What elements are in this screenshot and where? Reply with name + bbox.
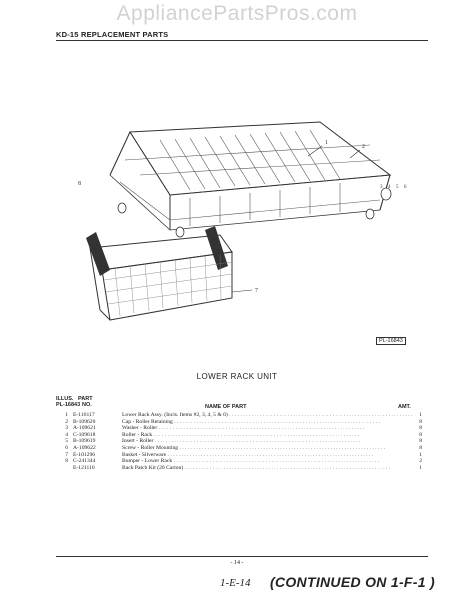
section-title: LOWER RACK UNIT <box>196 372 278 381</box>
callout-4: 4 <box>388 185 391 190</box>
col-part-label: PART <box>78 396 93 402</box>
part-amount: 1 <box>412 412 422 419</box>
col-name-header: NAME OF PART <box>205 404 247 410</box>
part-number: B-109620 <box>73 418 96 425</box>
figure-reference: PL-16843 <box>376 337 406 345</box>
illus-number: 6 <box>65 444 68 451</box>
illus-number: 5 <box>65 438 68 445</box>
table-row <box>56 412 428 419</box>
part-name: Bumper - Lower Rack . . . <box>122 458 418 465</box>
table-row <box>56 465 428 472</box>
part-name: Insert - Roller . . . <box>122 438 418 445</box>
part-name: Roller - Rack . . . <box>122 432 418 439</box>
basket-handles <box>86 226 228 276</box>
handwritten-page-note: 1-E-14 <box>220 577 251 589</box>
part-name: Basket - Silverware . . . <box>122 452 418 459</box>
part-number: A-109621 <box>73 425 96 432</box>
continued-note: (CONTINUED ON 1-F-1 ) <box>270 574 435 590</box>
part-name: Washer - Roller . . . <box>122 425 418 432</box>
part-number: B-109619 <box>73 438 96 445</box>
part-name: Back Patch Kit (20 Carton) . . . <box>122 465 418 472</box>
illus-number: 3 <box>65 425 68 432</box>
page-number: - 14 - <box>230 560 244 566</box>
part-amount: 8 <box>412 425 422 432</box>
part-name: Cap - Roller Retaining . . . <box>122 419 418 426</box>
illus-number: 1 <box>65 412 68 418</box>
col-part-header <box>78 396 93 408</box>
part-name: Screw - Roller Mounting . . . <box>122 445 418 452</box>
part-amount: 8 <box>412 419 422 426</box>
table-row <box>56 438 428 445</box>
table-row <box>56 458 428 465</box>
illus-number: 7 <box>65 451 68 458</box>
part-number: C-241344 <box>73 458 96 465</box>
col-amt-header: AMT. <box>398 404 411 410</box>
col-illus-label: ILLUS. <box>56 396 74 402</box>
part-number: E-121110 <box>73 464 95 471</box>
illus-number: 4 <box>65 431 68 438</box>
col-part-sub: NO. <box>82 402 92 408</box>
part-number: E-116117 <box>73 412 95 418</box>
table-row <box>56 432 428 439</box>
part-number: C-109618 <box>73 431 96 438</box>
parts-list <box>56 412 428 471</box>
callout-2: 2 <box>362 144 365 150</box>
callout-8: 8 <box>78 181 81 187</box>
part-amount: 1 <box>412 465 422 472</box>
part-amount: 2 <box>412 458 422 465</box>
illus-number: 8 <box>65 458 68 465</box>
callout-3: 3 <box>380 185 383 190</box>
footer-divider <box>56 556 428 557</box>
table-row <box>56 452 428 459</box>
col-illus-sub: PL-16843 <box>56 402 81 408</box>
part-name: Lower Rack Assy. (Incls. Items #2, 3, 4, 5 & 6) . . . <box>122 412 418 419</box>
part-amount: 8 <box>412 432 422 439</box>
table-row <box>56 445 428 452</box>
part-number: A-109622 <box>73 444 96 451</box>
callout-1: 1 <box>325 140 328 146</box>
illus-number: 2 <box>65 418 68 425</box>
part-amount: 1 <box>412 452 422 459</box>
table-row <box>56 425 428 432</box>
part-amount: 8 <box>412 445 422 452</box>
callout-7: 7 <box>255 288 258 294</box>
col-illus-header <box>56 396 80 408</box>
watermark-text: AppliancePartsPros.com <box>116 2 358 25</box>
header-divider <box>56 40 428 41</box>
part-number: E-101296 <box>73 451 96 458</box>
callout-5: 5 <box>396 185 399 190</box>
table-row <box>56 419 428 426</box>
page-header: KD-15 REPLACEMENT PARTS <box>56 30 169 39</box>
lower-rack-illustration <box>70 120 410 330</box>
basket-grid <box>104 254 232 316</box>
callout-6: 6 <box>404 185 407 190</box>
part-amount: 8 <box>412 438 422 445</box>
